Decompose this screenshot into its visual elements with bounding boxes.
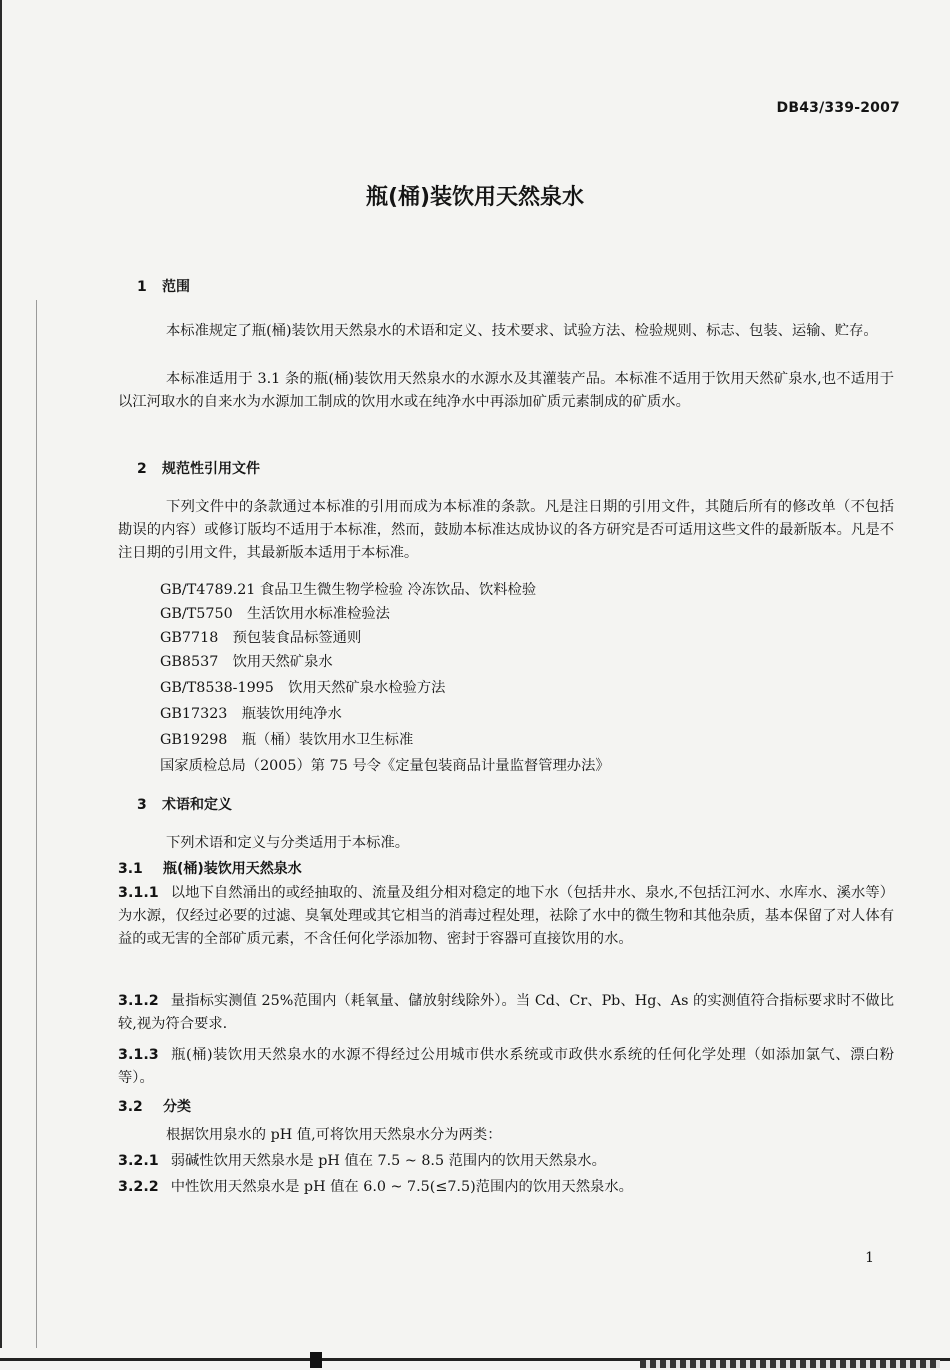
reference-item: GB7718 预包装食品标签通则: [160, 630, 362, 646]
section-title: 规范性引用文件: [162, 461, 260, 477]
subsection-title: 分类: [163, 1099, 191, 1115]
clause-number: 3.1.3: [118, 1047, 159, 1063]
section-number: 3: [137, 797, 147, 813]
clause-text: 量指标实测值 25%范围内（耗氧量、儲放射线除外）。当 Cd、Cr、Pb、Hg、As 的实测值符合指标要求时不做比较,视为符合要求.: [118, 993, 894, 1032]
clause-number: 3.2.2: [118, 1179, 159, 1195]
section-3-heading: [137, 794, 232, 814]
subsection-3-2-paragraph: 根据饮用泉水的 pH 值,可将饮用天然泉水分为两类：: [166, 1127, 502, 1143]
subsection-number: 3.2: [118, 1099, 143, 1115]
section-1-paragraph-2: 本标准适用于 3.1 条的瓶(桶)装饮用天然泉水的水源水及其灌装产品。本标准不适用于饮用天然矿泉水,也不适用于以江河取水的自来水为水源加工制成的饮用水或在纯净水中再添加矿质元素制成的矿质水。: [118, 371, 894, 410]
clause-3-2-1: [118, 1150, 894, 1173]
clause-text: 中性饮用天然泉水是 pH 值在 6.0 ~ 7.5(≤7.5)范围内的饮用天然泉水。: [170, 1179, 633, 1195]
clause-text: 弱碱性饮用天然泉水是 pH 值在 7.5 ~ 8.5 范围内的饮用天然泉水。: [170, 1153, 606, 1169]
section-1-paragraph-1: 本标准规定了瓶(桶)装饮用天然泉水的术语和定义、技术要求、试验方法、检验规则、标志、包装、运输、贮存。: [166, 323, 878, 339]
subsection-number: 3.1: [118, 861, 143, 877]
document-title: 瓶(桶)装饮用天然泉水: [365, 185, 585, 210]
document-code: DB43/339-2007: [776, 100, 900, 116]
subsection-3-2-heading: [118, 1096, 191, 1116]
reference-item: GB/T8538-1995 饮用天然矿泉水检验方法: [160, 680, 446, 696]
section-title: 术语和定义: [162, 797, 232, 813]
scan-pattern: [640, 1360, 940, 1368]
section-number: 1: [137, 279, 147, 295]
clause-number: 3.1.2: [118, 993, 159, 1009]
clause-3-1-2: [118, 990, 894, 1036]
section-number: 2: [137, 461, 147, 477]
reference-item: 国家质检总局（2005）第 75 号令《定量包装商品计量监督管理办法》: [160, 758, 610, 774]
section-2-paragraph-1: 下列文件中的条款通过本标准的引用而成为本标准的条款。凡是注日期的引用文件，其随后所有的修改单（不包括勘误的内容）或修订版均不适用于本标准，然而，鼓励本标准达成协议的各方研究是否可适用这些文件的最新版本。凡是不注日期的引用文件，其最新版本适用于本标准。: [118, 499, 894, 561]
scan-mark: [310, 1352, 322, 1368]
page-number: 1: [865, 1250, 874, 1266]
clause-3-2-2: [118, 1176, 894, 1199]
reference-item: GB/T5750 生活饮用水标准检验法: [160, 606, 390, 622]
section-2-heading: [137, 458, 260, 478]
clause-number: 3.1.1: [118, 885, 159, 901]
section-title: 范围: [162, 279, 190, 295]
scan-bottom-edge: [0, 1348, 950, 1370]
clause-3-1-3: [118, 1044, 894, 1090]
reference-item: GB8537 饮用天然矿泉水: [160, 654, 333, 670]
clause-number: 3.2.1: [118, 1153, 159, 1169]
subsection-title: 瓶(桶)装饮用天然泉水: [163, 861, 302, 877]
clause-3-1-1: [118, 882, 894, 951]
clause-text: 瓶(桶)装饮用天然泉水的水源不得经过公用城市供水系统或市政供水系统的任何化学处理（如添加氯气、漂白粉等）。: [118, 1047, 894, 1086]
clause-text: 以地下自然涌出的或经抽取的、流量及组分相对稳定的地下水（包括井水、泉水,不包括江河水、水库水、溪水等）为水源，仅经过必要的过滤、臭氧处理或其它相当的消毒过程处理，祛除了水中的微生物和其他杂质，基本保留了对人体有益的或无害的全部矿质元素，不含任何化学添加物、密封于容器可直接饮用的水。: [118, 885, 894, 947]
reference-item: GB19298 瓶（桶）装饮用水卫生标准: [160, 732, 414, 748]
reference-item: GB/T4789.21 食品卫生微生物学检验 冷冻饮品、饮料检验: [160, 582, 537, 598]
reference-item: GB17323 瓶装饮用纯净水: [160, 706, 342, 722]
section-1-heading: [137, 276, 190, 296]
section-3-paragraph-1: 下列术语和定义与分类适用于本标准。: [166, 835, 410, 851]
scan-fold-line: [36, 300, 37, 1350]
subsection-3-1-heading: [118, 858, 302, 878]
